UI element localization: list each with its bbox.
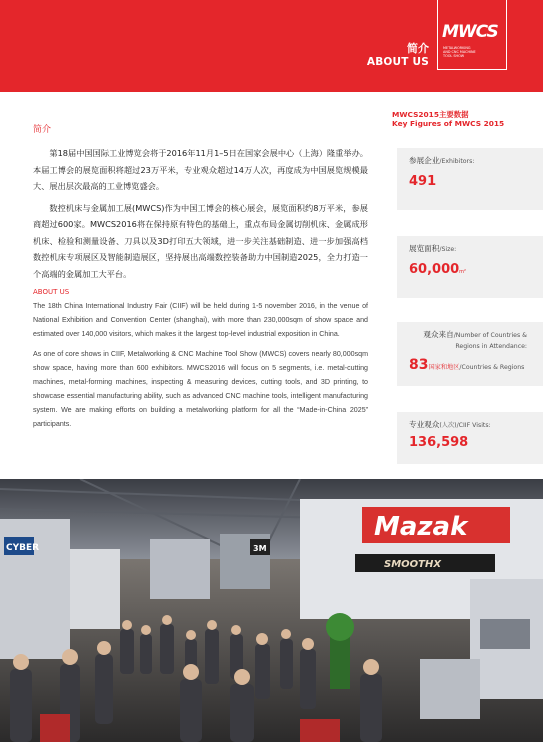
logo-sub-line-2: AND CNC MACHINE <box>443 50 476 54</box>
stat-visitors-value: 136,598 <box>409 435 469 450</box>
section-heading-en: ABOUT US <box>33 288 70 296</box>
header-title-en: ABOUT US <box>366 56 429 68</box>
paragraph-en-1: The 18th China International Industry Fair (CIIF) will be held during 1-5 november 2016, in the venue of National Exhibition and Convention Center (shanghai), with more than 230,000sqm of show space and estimated over 140,000 visitors, which makes it the largest top-level industrial exposition in China. <box>33 302 368 338</box>
paragraph-en-2: As one of core shows in CIIF, Metalworking & CNC Machine Tool Show (MWCS) covers nearly 80,000sqm show space, having more than 600 exhibitors. MWCS2016 will focus on 5 segments, i.e. metal-cutting machines, metal-forming machines, inspecting & measuring devices, cutting tools, and 3D printing, to showcase essential manufacturing ability, such as advanced CNC machine tools, intelligent manufacturing system. We are making efforts on building a metalworking platform for all the “Made-in-China 2025” participants. <box>33 350 368 428</box>
mwcs-logo <box>437 0 507 70</box>
stat-countries-unit-en: /Countries & Regions <box>459 364 525 371</box>
stat-countries-unit-cn: 国家和地区 <box>428 364 460 371</box>
paragraph-cn-1: 第18届中国国际工业博览会将于2016年11月1–5日在国家会展中心（上海）隆重举办。本届工博会的展览面积将超过23万平米，专业观众超过14万人次，再度成为中国展览规模最大、展出层次最高的工业博览盛会。 <box>33 148 368 191</box>
stat-countries-value-row <box>409 356 543 374</box>
exhibition-hall-photo <box>0 479 543 742</box>
stat-exhibitors <box>397 148 543 210</box>
stat-countries <box>397 322 543 386</box>
key-figures-heading <box>392 110 504 128</box>
header-title <box>367 42 429 69</box>
stat-visitors-label-en: /CIIF Visits: <box>456 422 491 429</box>
stat-visitors <box>397 412 543 464</box>
mazak-sign-text: Mazak <box>374 512 468 542</box>
stat-visitors-label <box>409 420 543 431</box>
header-banner <box>0 0 543 92</box>
paragraph-cn-2: 数控机床与金属加工展(MWCS)作为中国工博会的核心展会，展览面积约8万平米，参展商超过600家。MWCS2016将在保持原有特色的基础上，重点布局金属切削机床、金属成形机床、检验和测量设备、刀具以及3D打印五大领域，进一步关注基础制造、进一步加强高档数控机床专项展区及智能制造展区，坚持展出高端数控装备助力中国制造2025，全力打造一个高端的金属加工大平台。 <box>33 202 368 279</box>
left-booth-sign-text: CYBER <box>6 543 40 553</box>
exhibition-hall-illustration <box>0 479 543 742</box>
stat-size-label-cn: 展览面积 <box>409 244 440 253</box>
stat-countries-label-en: /Number of Countries & <box>453 332 527 339</box>
stat-size-value-row <box>409 261 543 281</box>
stat-size-value: 60,000 <box>409 262 460 277</box>
stat-exhibitors-label-en: /Exhibitors: <box>439 158 475 165</box>
key-figures-heading-cn: MWCS2015主要数据 <box>392 110 469 119</box>
stat-size-unit: m² <box>459 269 467 275</box>
stat-size-label <box>409 244 543 255</box>
booth-3m-text: 3M <box>253 544 267 553</box>
logo-sub-line-3: TOOL SHOW <box>443 54 465 58</box>
stat-exhibitors-label <box>409 156 543 167</box>
stat-countries-value: 83 <box>409 357 429 373</box>
main-content <box>33 122 368 437</box>
stat-exhibitors-value: 491 <box>409 174 437 189</box>
stat-countries-label-en2: Regions in Attendance: <box>455 343 527 350</box>
stat-countries-label <box>409 330 543 352</box>
stat-visitors-label-cn: 专业观众 <box>409 420 440 429</box>
stat-size-label-en: /Size: <box>439 246 457 253</box>
smooth-sign-text: SMOOTHX <box>384 559 442 570</box>
stat-countries-label-cn: 观众来自 <box>423 330 454 339</box>
stat-visitors-label-cn2: (人次) <box>439 422 457 429</box>
logo-text: MWCS <box>442 22 498 42</box>
key-figures-heading-en: Key Figures of MWCS 2015 <box>392 119 505 128</box>
stat-exhibitors-label-cn: 参展企业 <box>409 156 440 165</box>
section-heading-cn: 简介 <box>33 125 52 135</box>
logo-subtitle <box>443 46 476 58</box>
stat-size <box>397 236 543 298</box>
header-title-cn: 简介 <box>407 42 429 55</box>
logo-sub-line-1: METALWORKING <box>443 46 471 50</box>
